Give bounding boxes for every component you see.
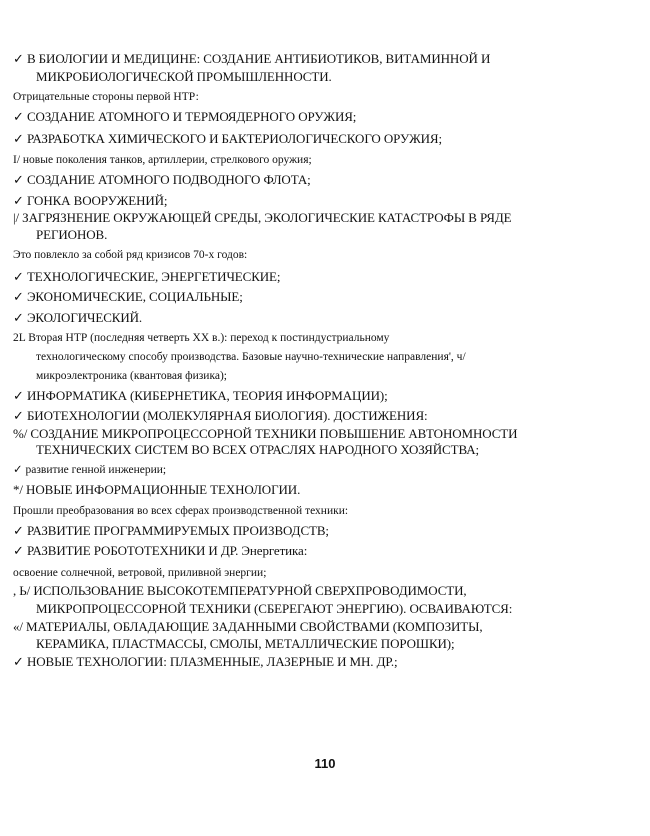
text-line: КЕРАМИКА, ПЛАСТМАССЫ, СМОЛЫ, МЕТАЛЛИЧЕСКИЕ ПОРОШКИ); [36, 636, 455, 651]
text-line: освоение солнечной, ветровой, приливной энергии; [13, 567, 267, 579]
text-line: ✓ РАЗВИТИЕ ПРОГРАММИРУЕМЫХ ПРОИЗВОДСТВ; [13, 523, 329, 538]
text-line: %/ СОЗДАНИЕ МИКРОПРОЦЕССОРНОЙ ТЕХНИКИ ПОВЫШЕНИЕ АВТОНОМНОСТИ [13, 426, 518, 441]
text-line: ✓ В БИОЛОГИИ И МЕДИЦИНЕ: СОЗДАНИЕ АНТИБИОТИКОВ, ВИТАМИННОЙ И [13, 51, 491, 66]
text-line: МИКРОПРОЦЕССОРНОЙ ТЕХНИКИ (СБЕРЕГАЮТ ЭНЕРГИЮ). ОСВАИВАЮТСЯ: [36, 601, 513, 616]
text-line: ✓ РАЗРАБОТКА ХИМИЧЕСКОГО И БАКТЕРИОЛОГИЧЕСКОГО ОРУЖИЯ; [13, 131, 442, 146]
text-line: ✓ РАЗВИТИЕ РОБОТОТЕХНИКИ И ДР. Энергетика: [13, 543, 308, 558]
text-line: технологическому способу производства. Базовые научно-технические направления', ч/ [36, 351, 466, 363]
text-line: ✓ СОЗДАНИЕ АТОМНОГО И ТЕРМОЯДЕРНОГО ОРУЖИЯ; [13, 109, 357, 124]
text-line: I/ новые поколения танков, артиллерии, стрелкового оружия; [13, 154, 312, 166]
text-line: ✓ развитие генной инженерии; [13, 464, 167, 476]
text-line: Прошли преобразования во всех сферах производственной техники: [13, 505, 349, 517]
text-line: ✓ ГОНКА ВООРУЖЕНИЙ; [13, 193, 168, 208]
text-line: РЕГИОНОВ. [36, 227, 108, 242]
text-line: |/ ЗАГРЯЗНЕНИЕ ОКРУЖАЮЩЕЙ СРЕДЫ, ЭКОЛОГИЧЕСКИЕ КАТАСТРОФЫ В РЯДЕ [13, 210, 512, 225]
text-line: Это повлекло за собой ряд кризисов 70-х годов: [13, 249, 248, 261]
text-line: Отрицательные стороны первой НТР: [13, 91, 199, 103]
text-line: ✓ СОЗДАНИЕ АТОМНОГО ПОДВОДНОГО ФЛОТА; [13, 172, 311, 187]
text-line: */ НОВЫЕ ИНФОРМАЦИОННЫЕ ТЕХНОЛОГИИ. [13, 482, 301, 497]
text-line: 2L Вторая НТР (последняя четверть XX в.): переход к постиндустриальному [13, 332, 390, 344]
text-line: ✓ ЭКОЛОГИЧЕСКИЙ. [13, 310, 143, 325]
text-line: ТЕХНИЧЕСКИХ СИСТЕМ ВО ВСЕХ ОТРАСЛЯХ НАРОДНОГО ХОЗЯЙСТВА; [36, 442, 480, 457]
text-line: МИКРОБИОЛОГИЧЕСКОЙ ПРОМЫШЛЕННОСТИ. [36, 69, 332, 84]
text-line: ✓ ЭКОНОМИЧЕСКИЕ, СОЦИАЛЬНЫЕ; [13, 289, 243, 304]
text-line: , Ь/ ИСПОЛЬЗОВАНИЕ ВЫСОКОТЕМПЕРАТУРНОЙ СВЕРХПРОВОДИМОСТИ, [13, 583, 467, 598]
text-line: микроэлектроника (квантовая физика); [36, 370, 228, 382]
text-line: ✓ ТЕХНОЛОГИЧЕСКИЕ, ЭНЕРГЕТИЧЕСКИЕ; [13, 269, 281, 284]
text-line: ✓ ИНФОРМАТИКА (КИБЕРНЕТИКА, ТЕОРИЯ ИНФОРМАЦИИ); [13, 388, 388, 403]
text-line: ✓ БИОТЕХНОЛОГИИ (МОЛЕКУЛЯРНАЯ БИОЛОГИЯ). ДОСТИЖЕНИЯ: [13, 408, 428, 423]
text-line: «/ МАТЕРИАЛЫ, ОБЛАДАЮЩИЕ ЗАДАННЫМИ СВОЙСТВАМИ (КОМПОЗИТЫ, [13, 619, 483, 634]
page-number: 110 [314, 756, 336, 771]
text-line: ✓ НОВЫЕ ТЕХНОЛОГИИ: ПЛАЗМЕННЫЕ, ЛАЗЕРНЫЕ И МН. ДР.; [13, 654, 398, 669]
